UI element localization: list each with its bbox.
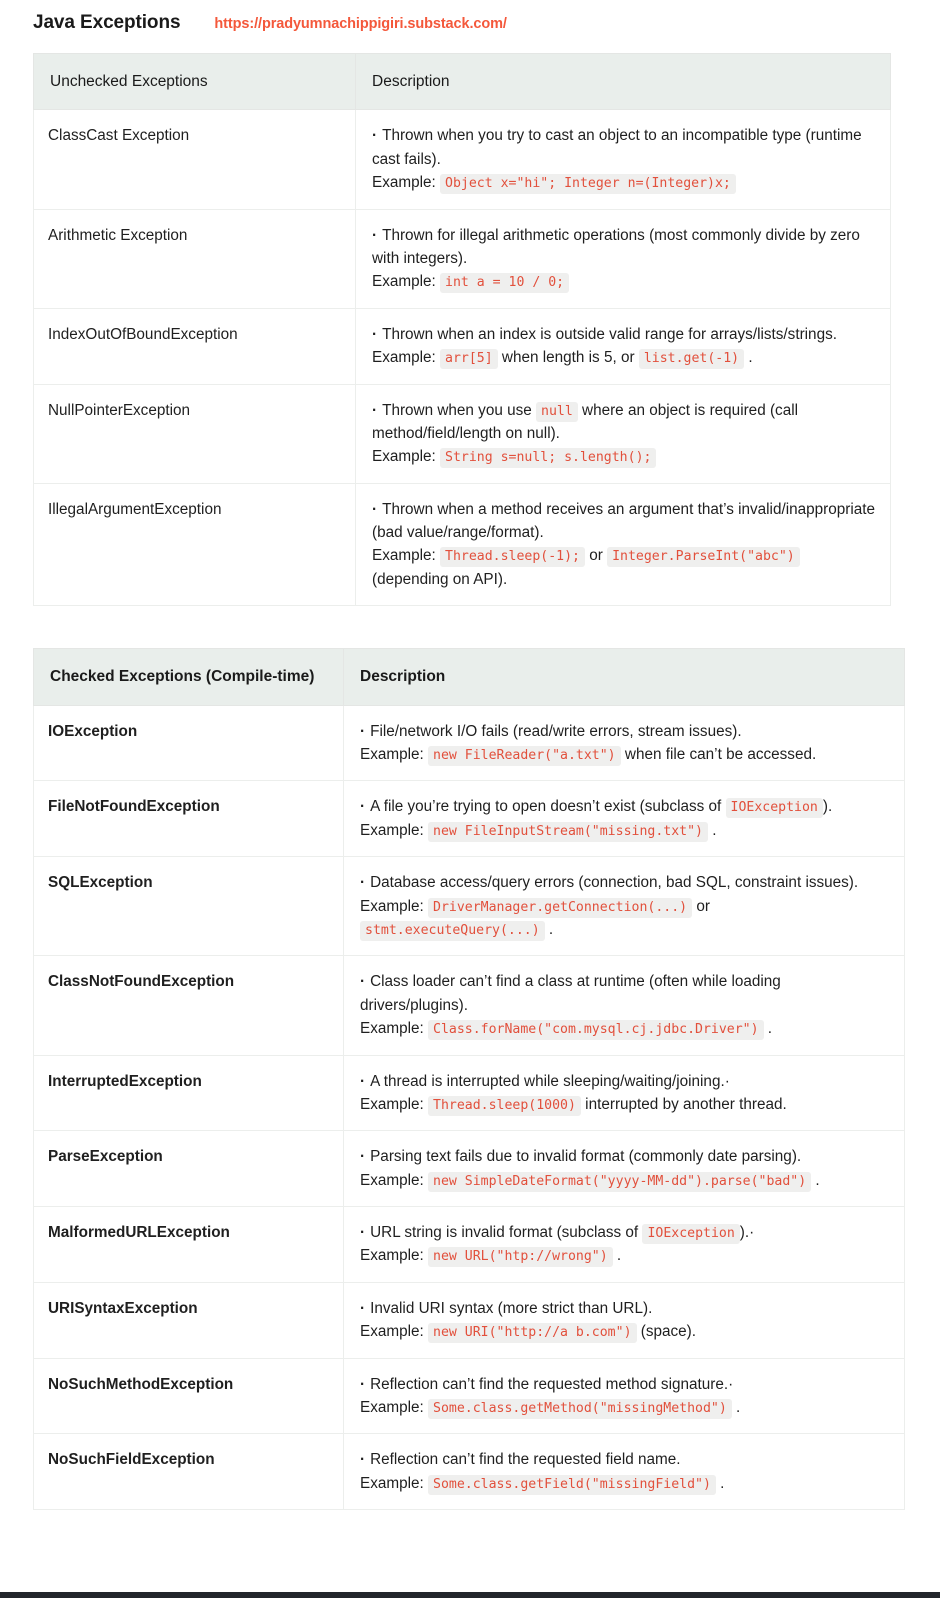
code-snippet: String s=null; s.length();: [440, 448, 656, 468]
exception-description-cell: [344, 1434, 905, 1510]
code-snippet: new SimpleDateFormat("yyyy-MM-dd").parse("bad"): [428, 1172, 811, 1192]
description-example-line: [372, 445, 876, 468]
exception-name-cell: InterruptedException: [34, 1055, 344, 1131]
exception-description-cell: [356, 308, 891, 384]
description-text: ).: [822, 798, 833, 816]
description-text: Example:: [360, 1171, 429, 1189]
table-row: [34, 1358, 905, 1434]
description-bullet-line: [360, 1297, 890, 1320]
column-header-name: Checked Exceptions (Compile-time): [34, 649, 344, 705]
description-example-line: [360, 743, 890, 766]
description-text: Thrown for illegal arithmetic operations (most commonly divide by zero with integers).: [372, 226, 860, 267]
exception-name-cell: IOException: [34, 705, 344, 781]
description-text: A thread is interrupted while sleeping/waiting/joining.·: [370, 1072, 730, 1090]
description-bullet-line: [360, 1448, 890, 1471]
description-example-line: [360, 1169, 890, 1192]
code-snippet: Class.forName("com.mysql.cj.jdbc.Driver"): [428, 1020, 764, 1040]
code-snippet: new FileReader("a.txt"): [428, 746, 621, 766]
table-head: [34, 54, 891, 110]
description-text: .: [731, 1399, 741, 1417]
description-example-line: [360, 1396, 890, 1419]
description-text: Example:: [372, 273, 441, 291]
exception-description-cell: [344, 1207, 905, 1283]
description-bullet-line: [372, 399, 876, 446]
exception-name-cell: MalformedURLException: [34, 1207, 344, 1283]
description-text: .: [715, 1474, 725, 1492]
description-bullet-line: [372, 323, 876, 346]
code-snippet: Object x="hi"; Integer n=(Integer)x;: [440, 174, 736, 194]
description-text: Example:: [360, 821, 429, 839]
exception-name-cell: Arithmetic Exception: [34, 209, 356, 308]
description-bullet-line: [360, 1070, 890, 1093]
exception-name-cell: ParseException: [34, 1131, 344, 1207]
description-text: Example:: [372, 547, 441, 565]
description-example-line: [360, 895, 890, 942]
page-title: Java Exceptions: [33, 12, 181, 33]
description-bullet-line: [360, 871, 890, 894]
description-text: .: [544, 920, 554, 938]
description-text: interrupted by another thread.: [580, 1095, 787, 1113]
code-snippet: Some.class.getMethod("missingMethod"): [428, 1399, 732, 1419]
exception-description-cell: [344, 956, 905, 1055]
description-text: Database access/query errors (connection, bad SQL, constraint issues).: [370, 874, 859, 892]
description-text: ).·: [739, 1224, 755, 1242]
description-text: Example:: [360, 1247, 429, 1265]
bottom-bar: [0, 1592, 940, 1598]
exception-description-cell: [356, 110, 891, 209]
code-snippet: DriverManager.getConnection(...): [428, 898, 692, 918]
description-text: Example:: [360, 1399, 429, 1417]
code-snippet: Some.class.getField("missingField"): [428, 1475, 716, 1495]
description-text: Example:: [372, 349, 441, 367]
description-bullet-line: [372, 124, 876, 171]
description-text: when length is 5, or: [497, 349, 639, 367]
table-row: [34, 956, 905, 1055]
description-text: .: [707, 821, 717, 839]
column-header-name: Unchecked Exceptions: [34, 54, 356, 110]
exception-description-cell: [344, 705, 905, 781]
description-example-line: [360, 1244, 890, 1267]
description-text: Thrown when a method receives an argument that’s invalid/inappropriate (bad value/range/format).: [372, 500, 876, 542]
description-bullet-line: [372, 498, 876, 545]
description-text: File/network I/O fails (read/write errors, stream issues).: [370, 722, 742, 740]
description-text: Example:: [360, 1095, 429, 1113]
description-bullet-line: [360, 1221, 890, 1244]
exception-name-cell: SQLException: [34, 857, 344, 956]
exception-name-cell: NoSuchFieldException: [34, 1434, 344, 1510]
description-text: or: [692, 897, 710, 915]
description-example-line: [372, 171, 876, 194]
source-url-link[interactable]: https://pradyumnachippigiri.substack.com/: [214, 16, 507, 32]
exception-name-cell: IndexOutOfBoundException: [34, 308, 356, 384]
description-text: A file you’re trying to open doesn’t exist (subclass of: [370, 798, 726, 816]
description-bullet-line: [360, 1145, 890, 1168]
checked-exceptions-section: [0, 648, 940, 1510]
description-text: Thrown when an index is outside valid range for arrays/lists/strings.: [382, 325, 837, 343]
exception-description-cell: [356, 384, 891, 483]
table-row: [34, 384, 891, 483]
code-snippet: new FileInputStream("missing.txt"): [428, 822, 708, 842]
description-text: .: [763, 1020, 773, 1038]
description-text: Class loader can’t find a class at runtime (often while loading drivers/plugins).: [360, 973, 781, 1014]
description-bullet-line: [360, 795, 890, 818]
code-snippet: Thread.sleep(1000): [428, 1096, 581, 1116]
code-snippet: list.get(-1): [639, 349, 744, 369]
description-bullet-line: [360, 1373, 890, 1396]
exception-name-cell: URISyntaxException: [34, 1282, 344, 1358]
column-header-description: Description: [344, 649, 905, 705]
table-header-row: [34, 649, 905, 705]
exception-name-cell: NullPointerException: [34, 384, 356, 483]
description-text: Reflection can’t find the requested field name.: [370, 1451, 681, 1469]
description-text: (space).: [636, 1323, 697, 1341]
table-row: [34, 857, 905, 956]
unchecked-exceptions-table: [33, 53, 891, 606]
description-example-line: [360, 819, 890, 842]
exception-description-cell: [344, 1282, 905, 1358]
table-body: [34, 110, 891, 606]
exception-description-cell: [344, 1358, 905, 1434]
code-snippet: new URL("htp://wrong"): [428, 1247, 613, 1267]
table-row: [34, 308, 891, 384]
description-text: Example:: [372, 448, 441, 466]
description-example-line: [372, 346, 876, 369]
table-row: [34, 110, 891, 209]
checked-exceptions-table: [33, 648, 905, 1510]
description-text: or: [585, 547, 608, 565]
table-row: [34, 209, 891, 308]
description-text: where an object is required (call method/field/length on null).: [372, 401, 798, 442]
exception-description-cell: [356, 483, 891, 606]
description-text: URL string is invalid format (subclass of: [370, 1224, 643, 1242]
description-bullet-line: [360, 720, 890, 743]
table-row: [34, 1207, 905, 1283]
description-text: .: [811, 1171, 820, 1189]
description-bullet-line: [360, 970, 890, 1017]
table-row: [34, 1131, 905, 1207]
exception-name-cell: ClassNotFoundException: [34, 956, 344, 1055]
code-snippet: null: [536, 402, 578, 422]
description-text: Example:: [360, 1020, 429, 1038]
description-text: Example:: [372, 174, 441, 192]
description-text: Thrown when you try to cast an object to an incompatible type (runtime cast fails).: [372, 127, 862, 168]
code-snippet: stmt.executeQuery(...): [360, 921, 545, 941]
description-text: Example:: [360, 897, 429, 915]
exception-description-cell: [344, 781, 905, 857]
exception-description-cell: [344, 1131, 905, 1207]
description-bullet-line: [372, 224, 876, 271]
description-text: (depending on API).: [372, 570, 508, 588]
code-snippet: Integer.ParseInt("abc"): [607, 547, 800, 567]
exception-description-cell: [344, 857, 905, 956]
table-row: [34, 705, 905, 781]
description-text: Thrown when you use: [382, 401, 537, 419]
code-snippet: Thread.sleep(-1);: [440, 547, 585, 567]
table-body: [34, 705, 905, 1510]
exception-description-cell: [356, 209, 891, 308]
table-head: [34, 649, 905, 705]
table-row: [34, 483, 891, 606]
description-example-line: [360, 1093, 890, 1116]
unchecked-exceptions-section: [0, 53, 940, 606]
table-header-row: [34, 54, 891, 110]
exception-name-cell: NoSuchMethodException: [34, 1358, 344, 1434]
code-snippet: new URI("http://a b.com"): [428, 1323, 637, 1343]
exception-name-cell: FileNotFoundException: [34, 781, 344, 857]
description-text: Reflection can’t find the requested method signature.·: [370, 1375, 734, 1393]
exception-name-cell: IllegalArgumentException: [34, 483, 356, 606]
exception-name-cell: ClassCast Exception: [34, 110, 356, 209]
description-text: Example:: [360, 1474, 429, 1492]
exception-description-cell: [344, 1055, 905, 1131]
description-example-line: [360, 1472, 890, 1495]
description-example-line: [360, 1320, 890, 1343]
description-text: Invalid URI syntax (more strict than URL).: [370, 1299, 653, 1317]
code-snippet: int a = 10 / 0;: [440, 273, 569, 293]
code-snippet: arr[5]: [440, 349, 498, 369]
description-text: .: [744, 349, 753, 367]
document-header: [0, 0, 940, 34]
description-example-line: [372, 544, 876, 591]
column-header-description: Description: [356, 54, 891, 110]
description-text: Parsing text fails due to invalid format (commonly date parsing).: [370, 1148, 802, 1166]
table-row: [34, 781, 905, 857]
table-row: [34, 1282, 905, 1358]
description-text: .: [612, 1247, 622, 1265]
description-text: when file can’t be accessed.: [620, 746, 817, 763]
description-text: Example:: [360, 746, 429, 763]
code-snippet: IOException: [726, 798, 823, 818]
table-row: [34, 1055, 905, 1131]
code-snippet: IOException: [642, 1224, 739, 1244]
description-text: Example:: [360, 1323, 429, 1341]
description-example-line: [372, 270, 876, 293]
table-row: [34, 1434, 905, 1510]
description-example-line: [360, 1017, 890, 1040]
